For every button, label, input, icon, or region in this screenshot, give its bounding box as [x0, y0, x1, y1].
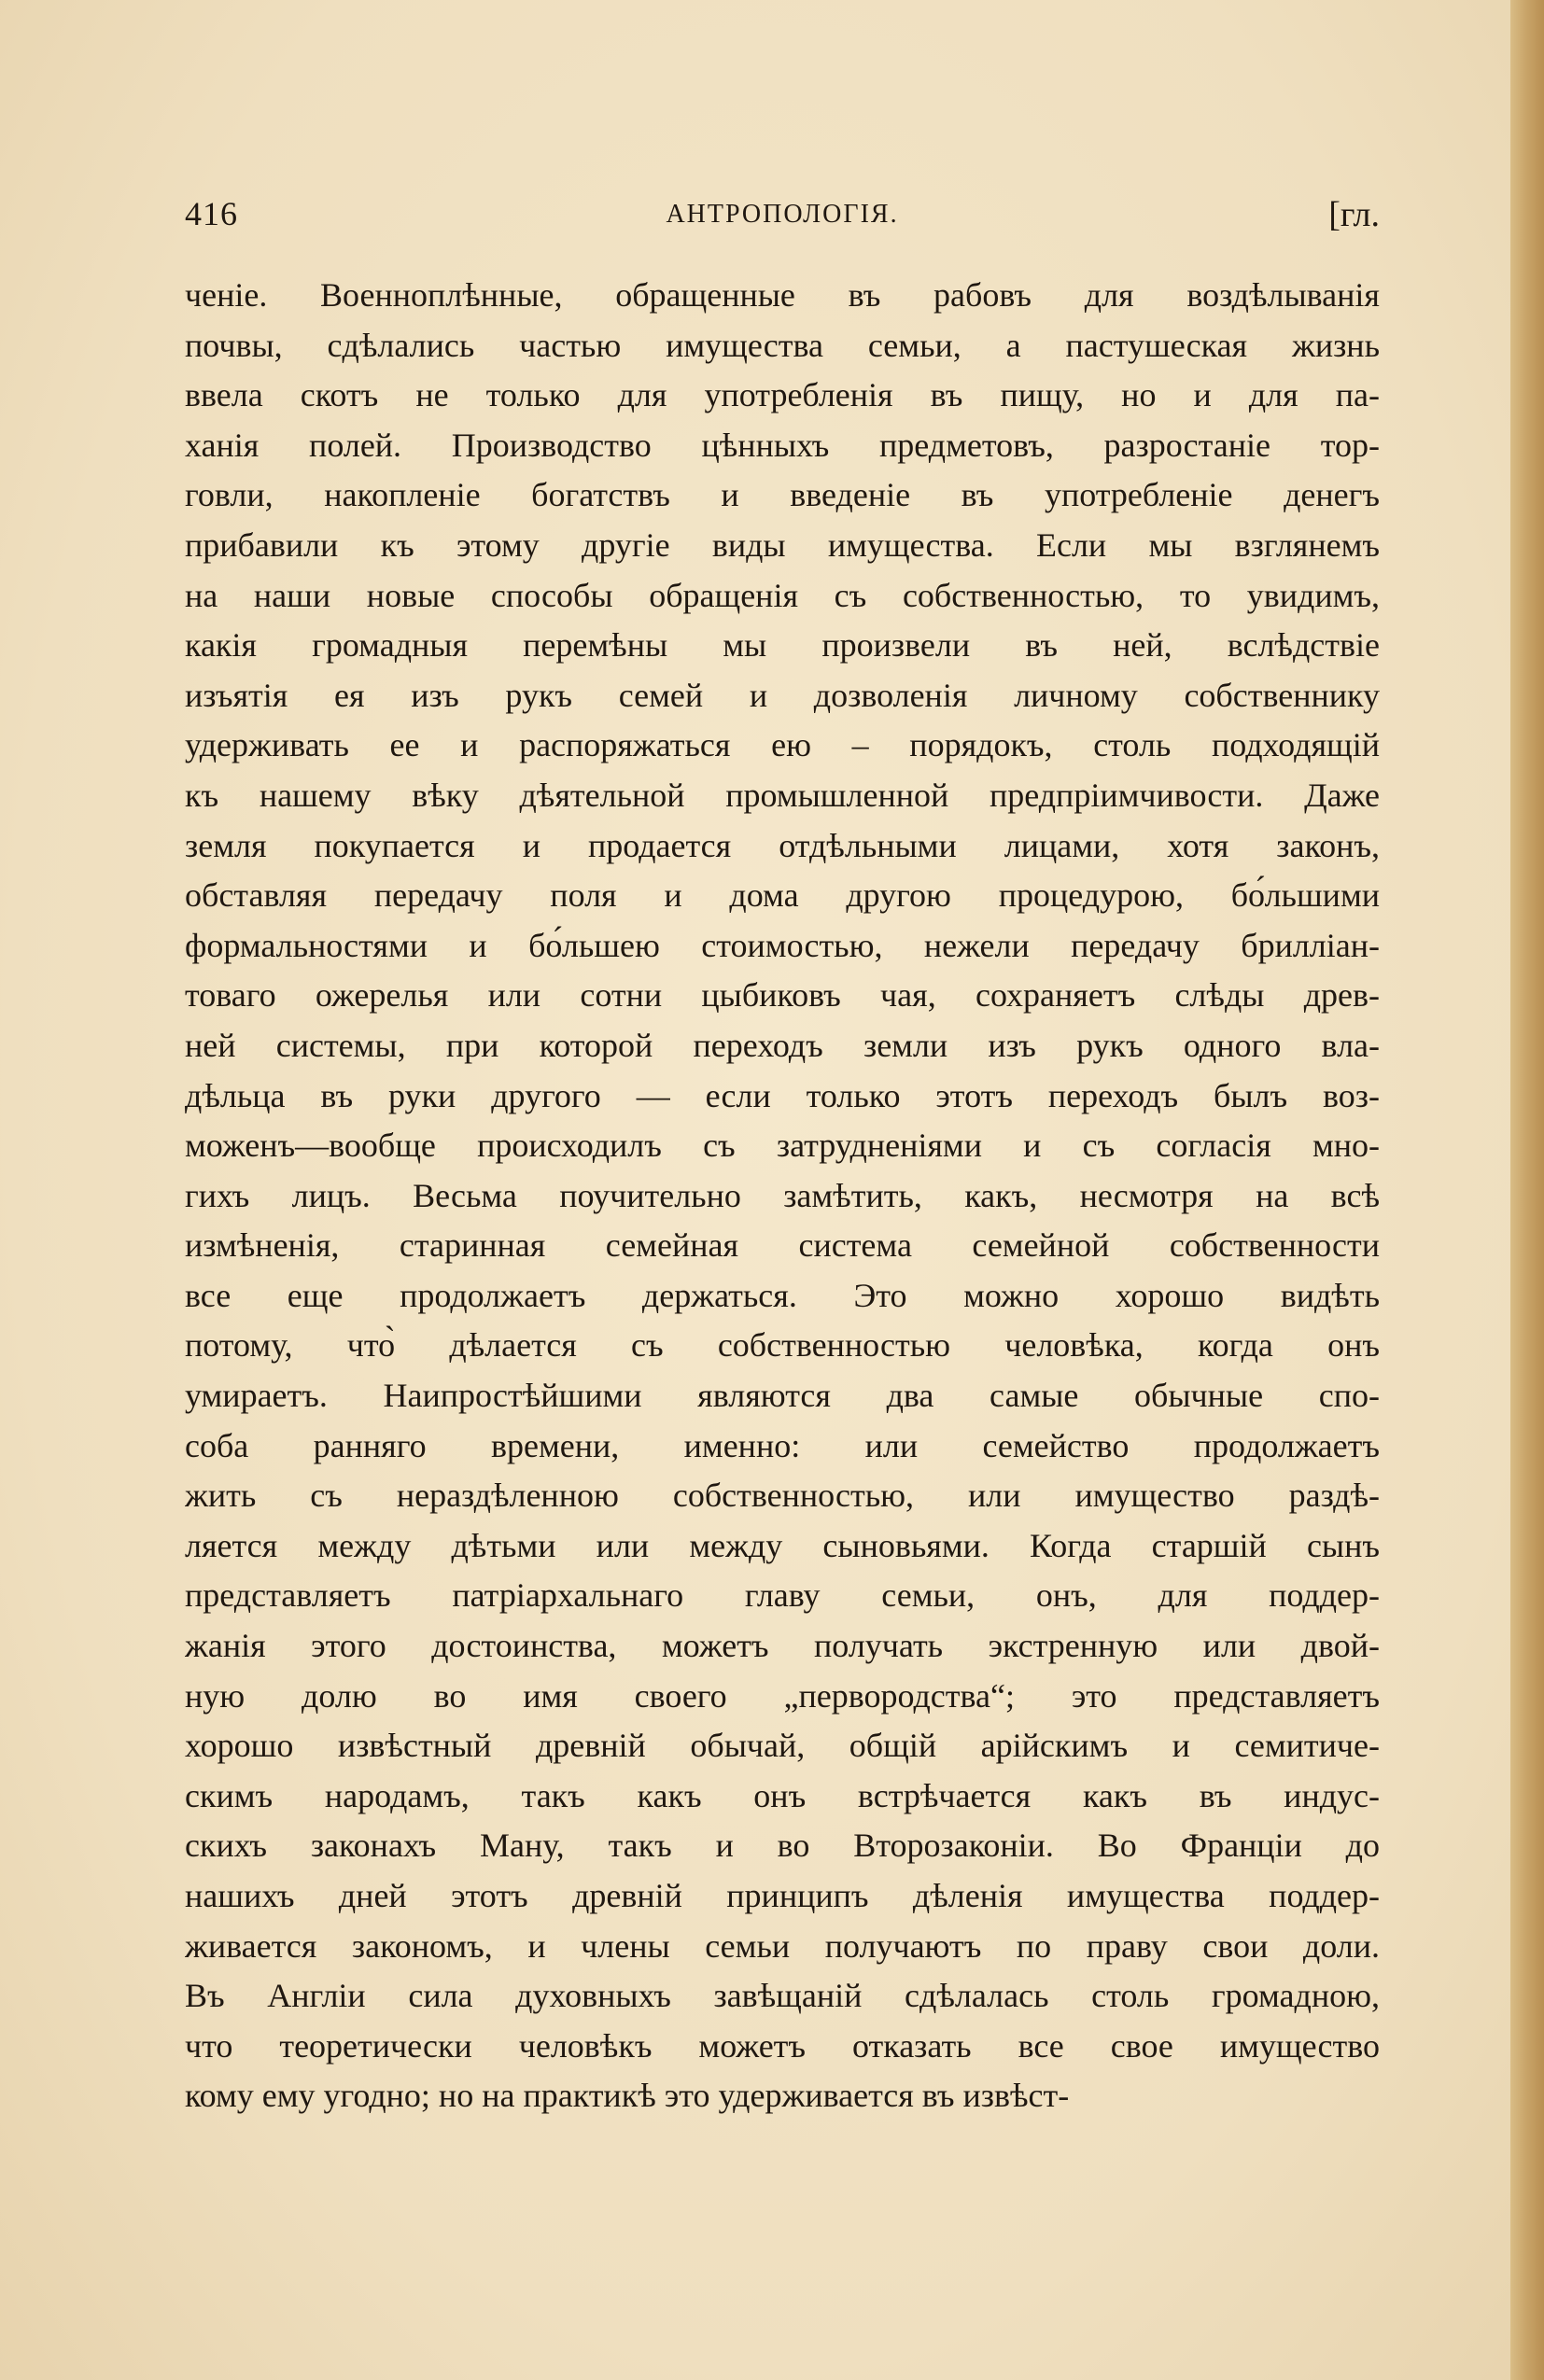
- text-line: ней системы, при которой переходъ земли изъ рукъ одного вла-: [185, 1026, 1380, 1064]
- text-line: умираетъ. Наипростѣйшими являются два самые обычные спо-: [185, 1377, 1380, 1415]
- text-line: потому, что̀ дѣлается съ собственностью человѣка, когда онъ: [185, 1326, 1380, 1365]
- text-line: дѣльца въ руки другого — если только этотъ переходъ былъ воз-: [185, 1076, 1380, 1114]
- text-line: жить съ нераздѣленною собственностью, или имущество раздѣ-: [185, 1477, 1380, 1515]
- text-line: скихъ законахъ Ману, такъ и во Второзаконіи. Во Франціи до: [185, 1827, 1380, 1865]
- text-line: формальностями и бо́льшею стоимостью, нежели передачу брилліан-: [185, 926, 1380, 964]
- text-line: хорошо извѣстный древній обычай, общій арійскимъ и семитиче-: [185, 1727, 1380, 1765]
- text-line: къ нашему вѣку дѣятельной промышленной предпріимчивости. Даже: [185, 776, 1380, 814]
- page-header: [185, 194, 1380, 246]
- page-edge-shadow: [1510, 0, 1544, 2380]
- text-line: измѣненія, старинная семейная система семейной собственности: [185, 1226, 1380, 1265]
- text-line: удерживать ее и распоряжаться ею – порядокъ, столь подходящій: [185, 726, 1380, 764]
- text-line: Въ Англіи сила духовныхъ завѣщаній сдѣлалась столь громадною,: [185, 1977, 1380, 2015]
- text-line: обставляя передачу поля и дома другою процедурою, бо́льшими: [185, 876, 1380, 915]
- text-line: ляется между дѣтьми или между сыновьями. Когда старшій сынъ: [185, 1526, 1380, 1564]
- running-head: АНТРОПОЛОГІЯ.: [666, 200, 899, 229]
- body-text: [185, 271, 1380, 2121]
- text-line: товаго ожерелья или сотни цыбиковъ чая, сохраняетъ слѣды древ-: [185, 976, 1380, 1015]
- text-line: прибавили къ этому другіе виды имущества. Если мы взглянемъ: [185, 525, 1380, 564]
- text-line: соба ранняго времени, именно: или семейство продолжаетъ: [185, 1426, 1380, 1464]
- text-line: что теоретически человѣкъ можетъ отказать все свое имущество: [185, 2026, 1380, 2065]
- text-line: ввела скотъ не только для употребленія въ пищу, но и для па-: [185, 376, 1380, 414]
- text-line: нашихъ дней этотъ древній принципъ дѣленія имущества поддер-: [185, 1877, 1380, 1914]
- text-line: моженъ—вообще происходилъ съ затрудненіями и съ согласія мно-: [185, 1127, 1380, 1165]
- text-line: ханія полей. Производство цѣнныхъ предметовъ, разростаніе тор-: [185, 426, 1380, 464]
- text-line: ченіе. Военноплѣнные, обращенные въ рабовъ для воздѣлыванія: [185, 276, 1380, 314]
- text-line: земля покупается и продается отдѣльными лицами, хотя законъ,: [185, 826, 1380, 864]
- text-line: представляетъ патріархальнаго главу семьи, онъ, для поддер-: [185, 1576, 1380, 1615]
- chapter-mark: [гл.: [1328, 195, 1380, 234]
- text-line: жанія этого достоинства, можетъ получать экстренную или двой-: [185, 1627, 1380, 1665]
- text-line: говли, накопленіе богатствъ и введеніе въ употребленіе денегъ: [185, 476, 1380, 514]
- text-line: живается закономъ, и члены семьи получаютъ по праву свои доли.: [185, 1926, 1380, 1965]
- text-line: почвы, сдѣлались частью имущества семьи, а пастушеская жизнь: [185, 326, 1380, 364]
- text-line: гихъ лицъ. Весьма поучительно замѣтить, какъ, несмотря на всѣ: [185, 1176, 1380, 1214]
- text-line: на наши новые способы обращенія съ собственностью, то увидимъ,: [185, 576, 1380, 614]
- text-line: ную долю во имя своего „первородства“; это представляетъ: [185, 1676, 1380, 1715]
- text-line: изъятія ея изъ рукъ семей и дозволенія личному собственнику: [185, 676, 1380, 714]
- text-line: все еще продолжаетъ держаться. Это можно хорошо видѣть: [185, 1276, 1380, 1314]
- page-number: 416: [185, 195, 238, 232]
- text-line: какія громадныя перемѣны мы произвели въ ней, вслѣдствіе: [185, 626, 1380, 665]
- text-line: кому ему угодно; но на практикѣ это удерживается въ извѣст-: [185, 2077, 1070, 2115]
- text-line: скимъ народамъ, такъ какъ онъ встрѣчается какъ въ индус-: [185, 1776, 1380, 1814]
